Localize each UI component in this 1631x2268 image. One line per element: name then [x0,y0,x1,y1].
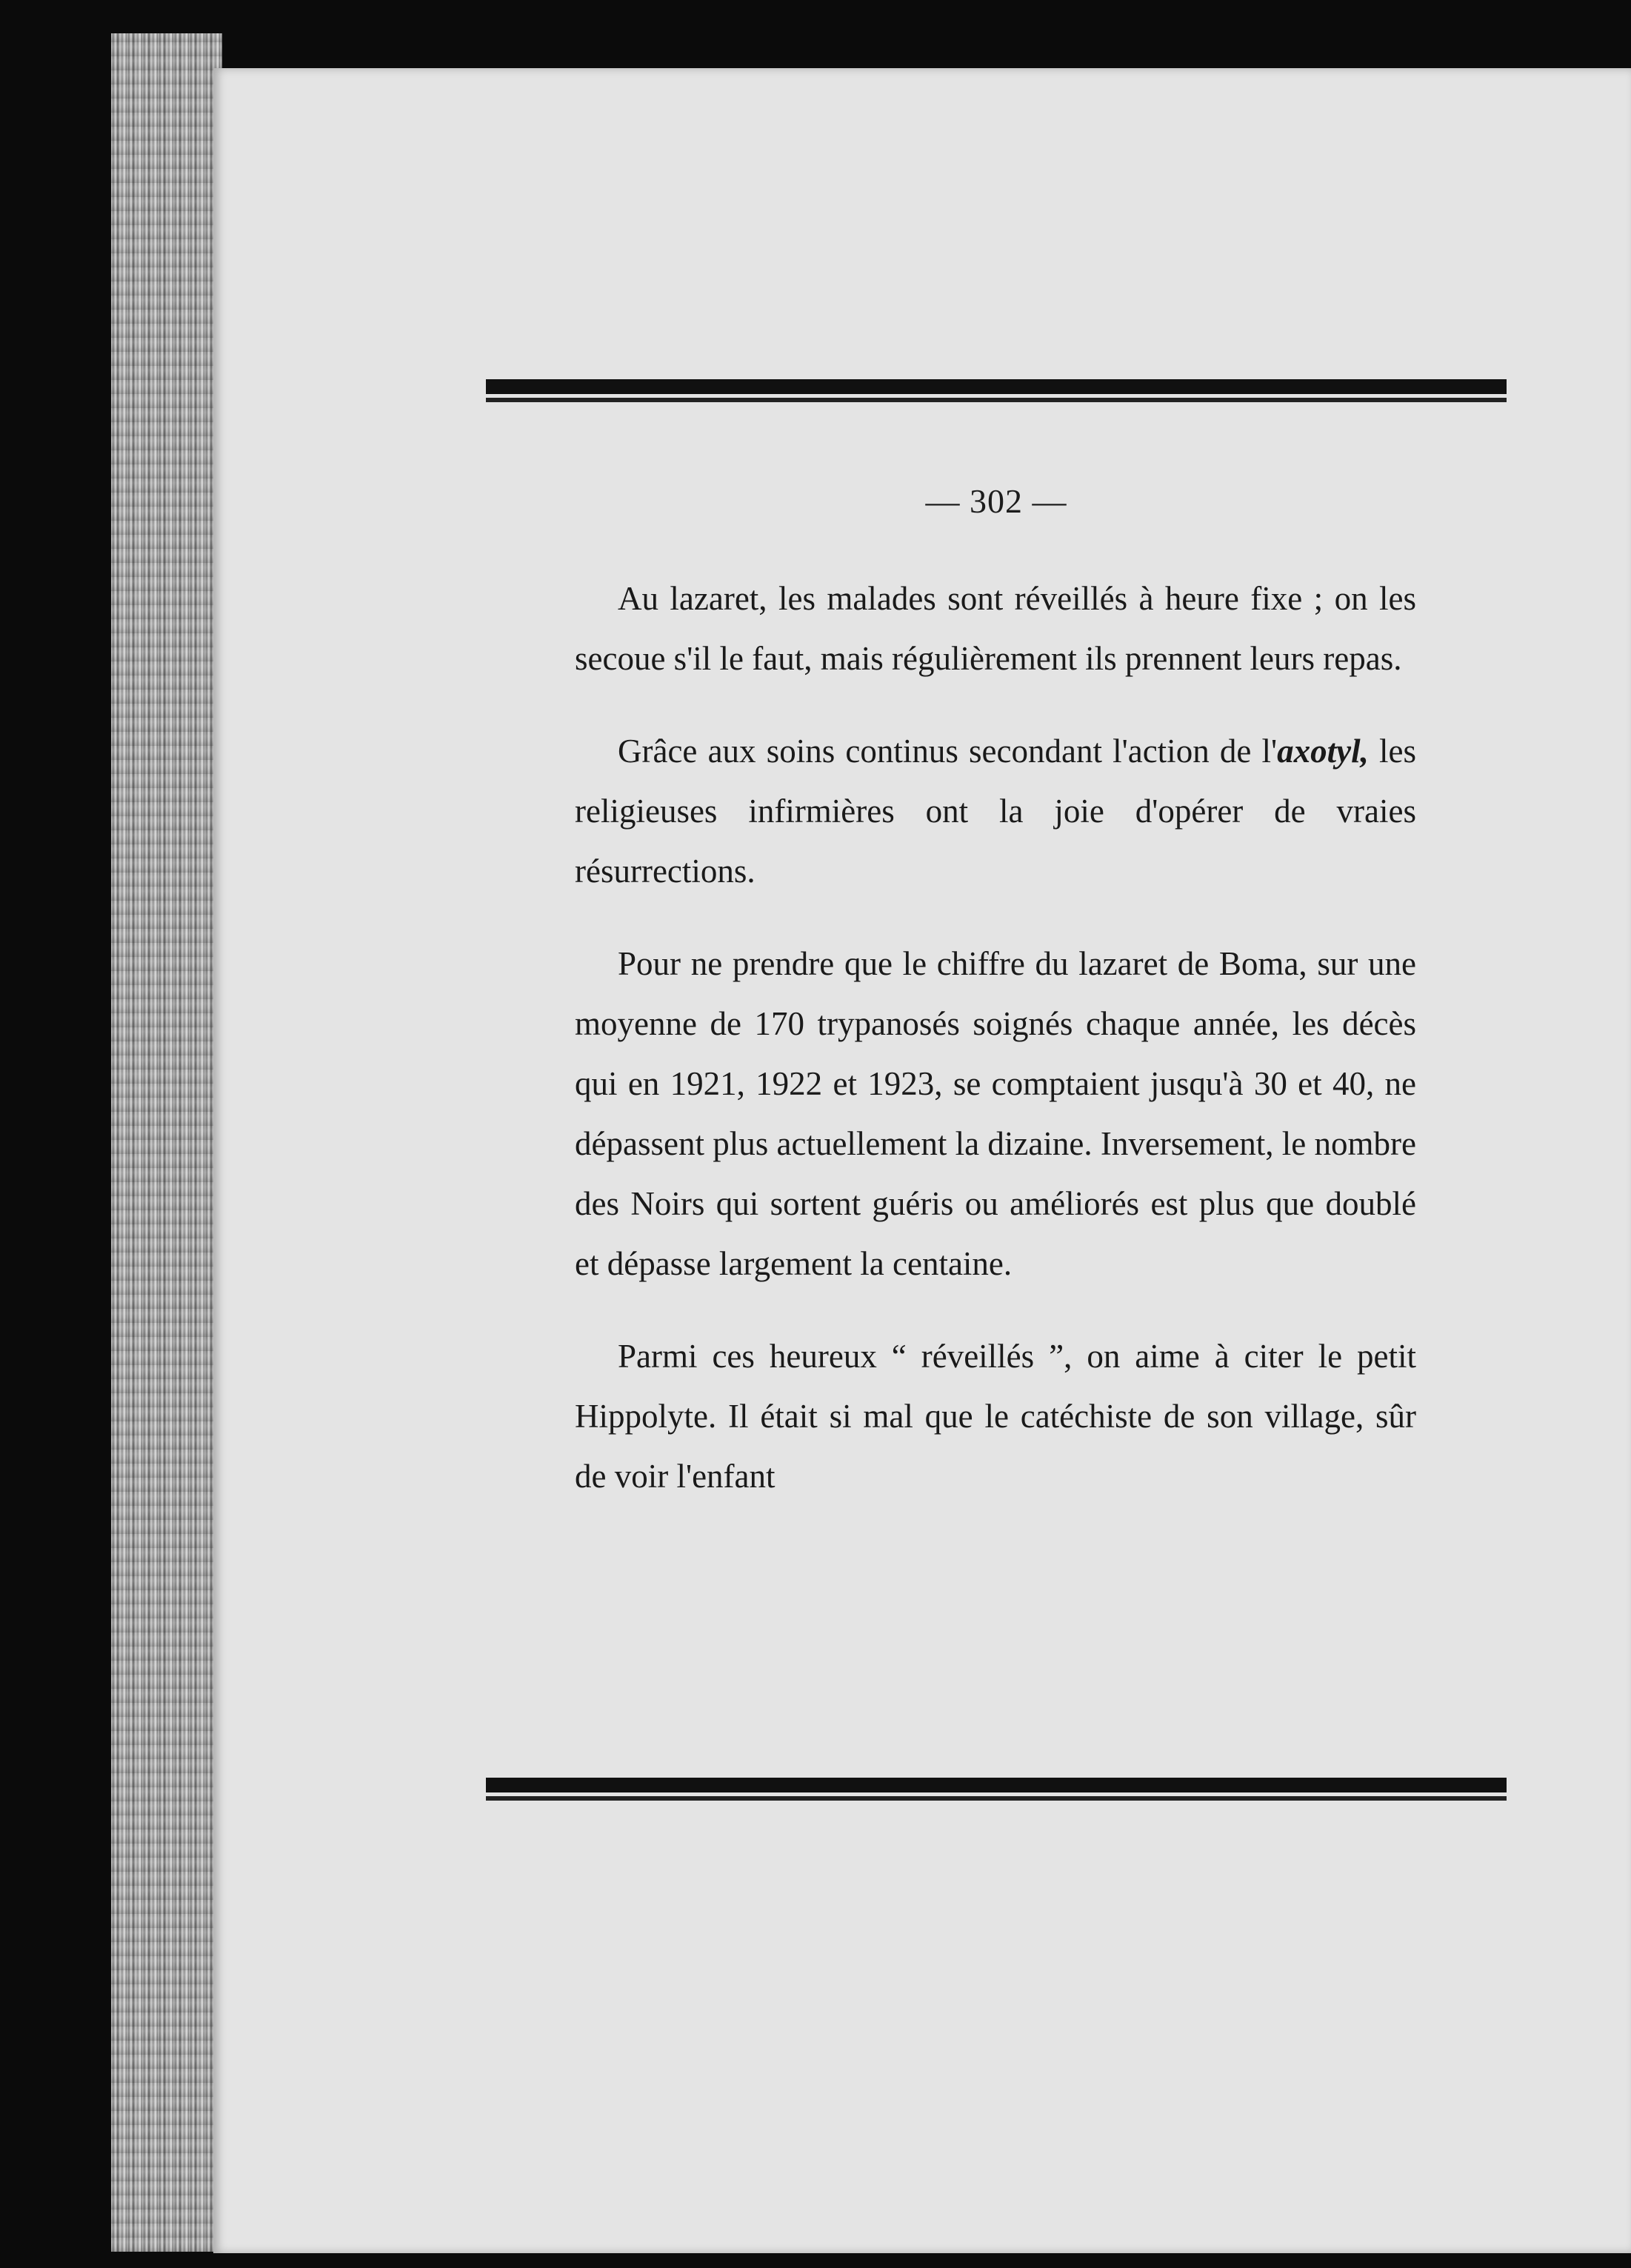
top-rule-thick [486,379,1507,394]
page-number: — 302 — [925,482,1067,520]
bottom-rule-thick [486,1778,1507,1792]
top-rule-thin [486,398,1507,402]
top-double-rule [486,379,1507,402]
paragraph-3: Pour ne prendre que le chiffre du lazaret de Boma, sur une moyenne de 170 trypanosés soignés chaque année, les décès qui en 1921, 1922 et 1923, se comptaient jusqu'à 30 et 40, ne dépassent plus actuellement la dizaine. Inversement, le nombre des Noirs qui sortent guéris ou améliorés est plus que doublé et dépasse largement la centaine. [575,945,1416,1282]
paragraph-4: Parmi ces heureux “ réveillés ”, on aime à citer le petit Hippolyte. Il était si mal que le catéchiste de son village, sûr de voir l'enfant [575,1338,1416,1495]
paragraph-1: Au lazaret, les malades sont réveillés à heure fixe ; on les secoue s'il le faut, mais régulièrement ils prennent leurs repas. [575,580,1416,677]
bottom-double-rule [486,1778,1507,1801]
paragraph-2-italic-axotyl: axotyl, [1277,733,1369,770]
paragraph-2-after: les religieuses infirmières ont la joie d'opérer de vraies résurrections. [575,733,1416,890]
body-text [575,569,1416,1539]
paragraph-2 [575,721,1416,901]
paragraph-2-before: Grâce aux soins continus secondant l'action de l' [618,733,1278,770]
bottom-rule-thin [486,1796,1507,1801]
book-page-edges [111,33,222,2252]
